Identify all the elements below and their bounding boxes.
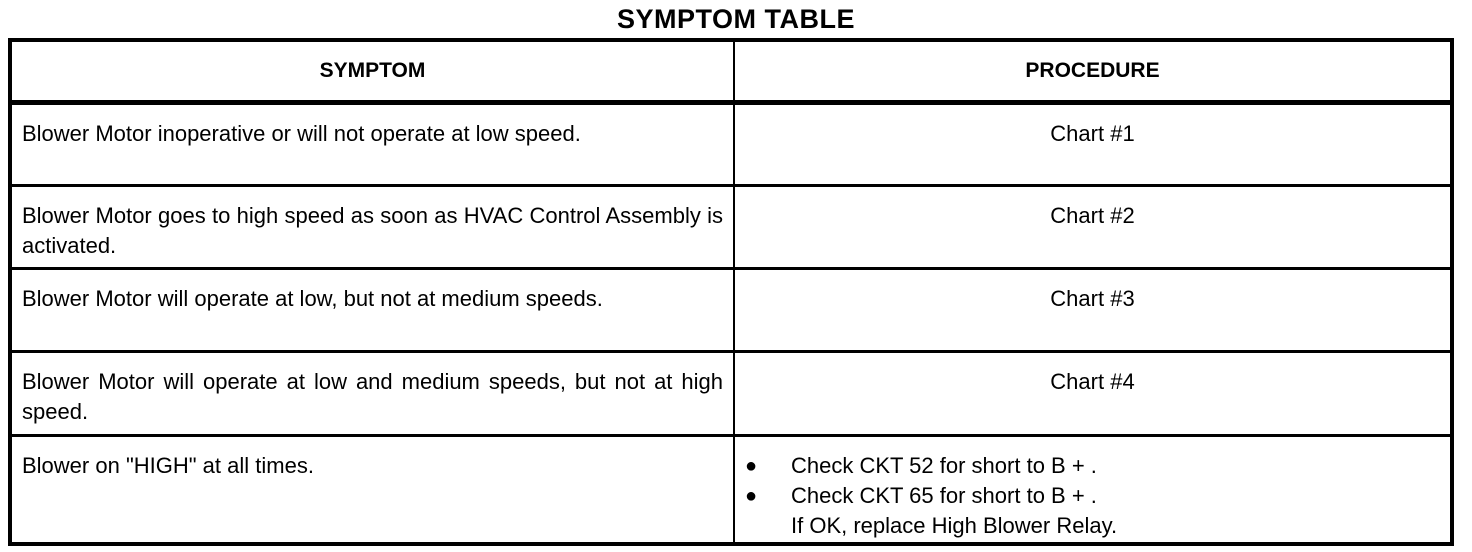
table-row (10, 435, 1452, 544)
procedure-step-list (745, 451, 1440, 511)
symptom-cell: Blower Motor goes to high speed as soon as HVAC Control Assembly is activated. (10, 186, 734, 269)
procedure-cell (734, 435, 1452, 544)
procedure-note: If OK, replace High Blower Relay. (791, 512, 1118, 538)
bullet-icon: ● (745, 454, 758, 477)
procedure-cell: Chart #4 (734, 352, 1452, 435)
symptom-column-header: SYMPTOM (10, 40, 734, 103)
procedure-cell: Chart #2 (734, 186, 1452, 269)
bullet-icon: ● (745, 484, 758, 507)
symptom-table (8, 38, 1454, 546)
table-row (10, 352, 1452, 435)
procedure-cell: Chart #1 (734, 103, 1452, 186)
symptom-cell: Blower Motor will operate at low and medium speeds, but not at high speed. (10, 352, 734, 435)
procedure-step (745, 451, 1440, 481)
table-row (10, 103, 1452, 186)
symptom-cell: Blower on "HIGH" at all times. (10, 435, 734, 544)
table-title: SYMPTOM TABLE (616, 4, 855, 34)
table-row (10, 269, 1452, 352)
procedure-step (745, 481, 1440, 511)
procedure-column-header: PROCEDURE (734, 40, 1452, 103)
procedure-cell: Chart #3 (734, 269, 1452, 352)
table-row (10, 186, 1452, 269)
symptom-cell: Blower Motor will operate at low, but not at medium speeds. (10, 269, 734, 352)
procedure-step-text: Check CKT 65 for short to B + . (791, 482, 1097, 508)
symptom-cell: Blower Motor inoperative or will not operate at low speed. (10, 103, 734, 186)
header-row (10, 40, 1452, 103)
procedure-step-text: Check CKT 52 for short to B + . (791, 452, 1097, 478)
